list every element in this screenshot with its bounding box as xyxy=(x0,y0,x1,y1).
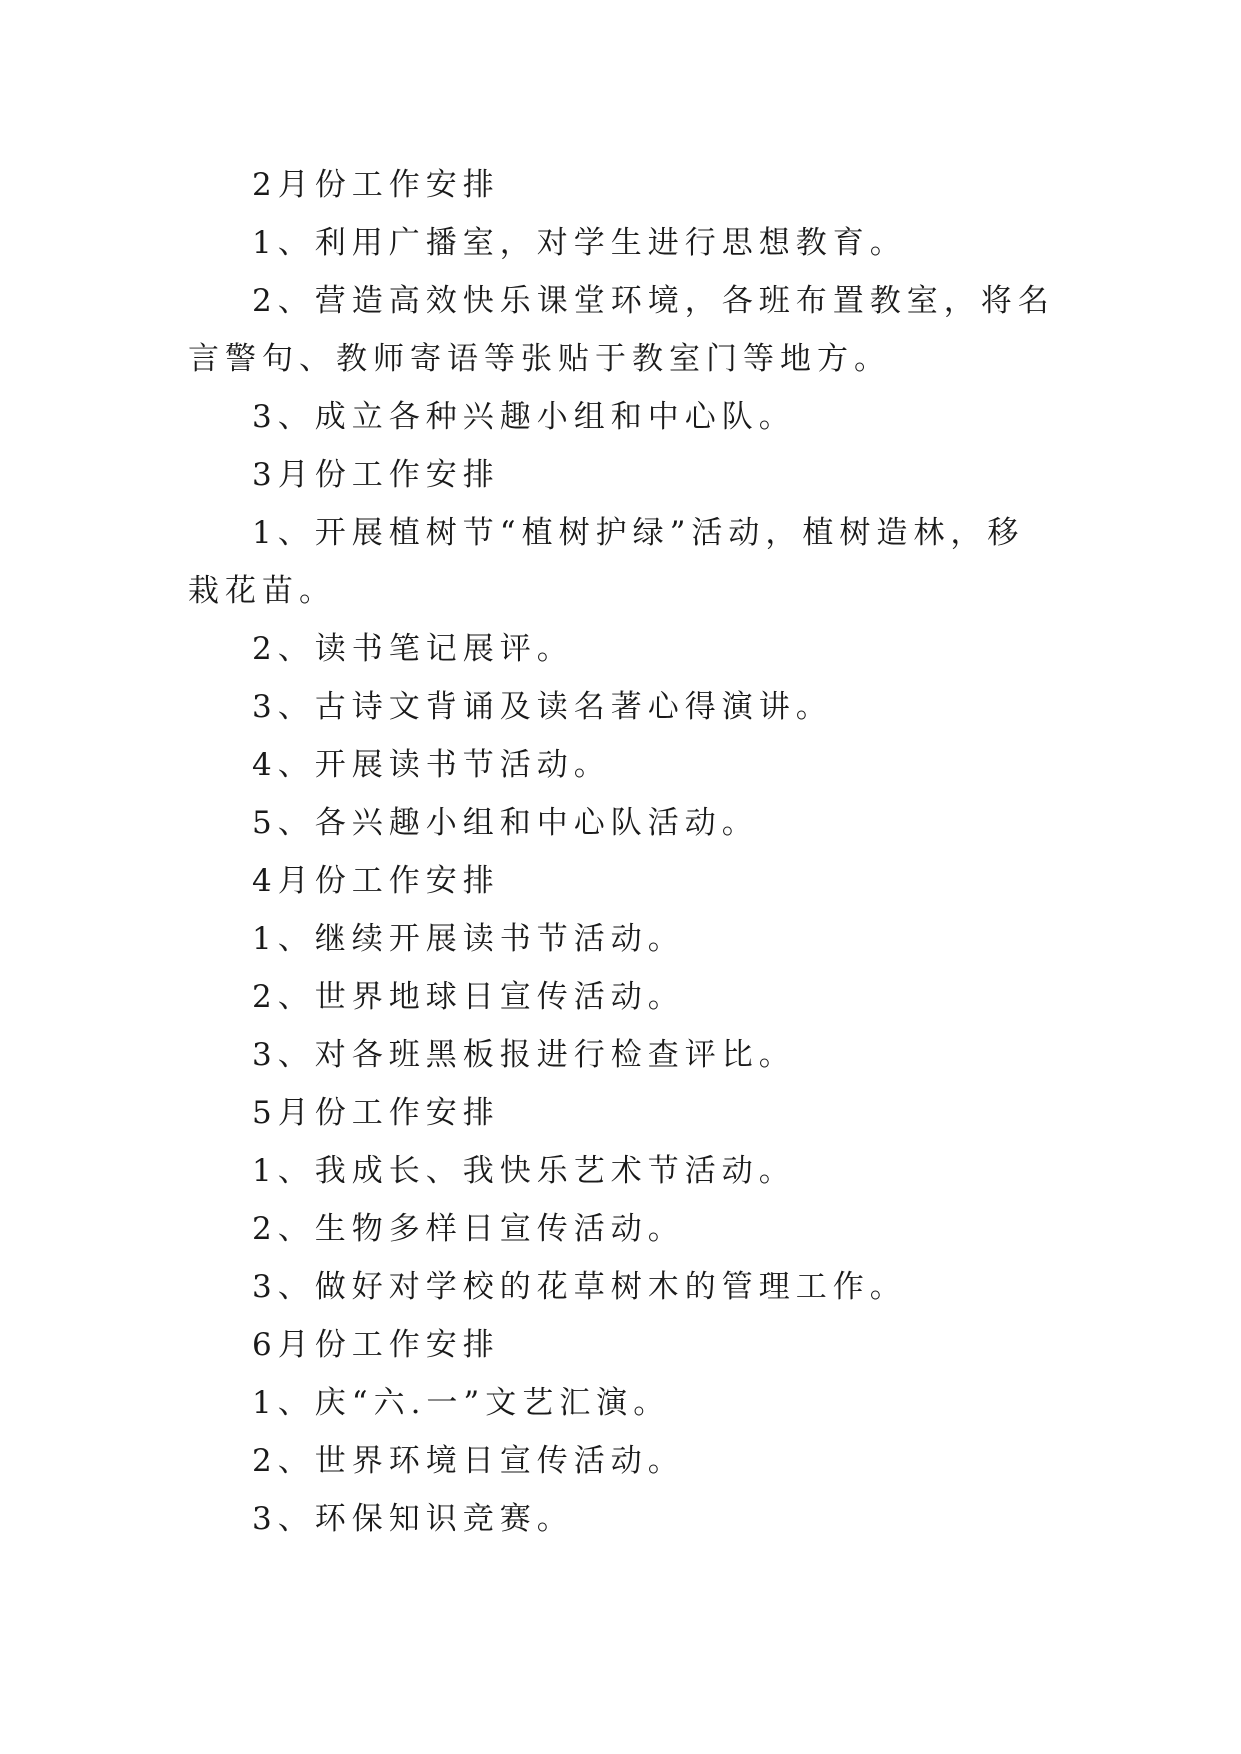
section-heading-apr: 4月份工作安排 xyxy=(252,863,500,899)
list-item: 1、开展植树节“植树护绿”活动，植树造林，移栽花苗。 xyxy=(188,515,1025,609)
document-body xyxy=(188,156,1058,1548)
list-item: 3、环保知识竞赛。 xyxy=(252,1501,574,1537)
section-heading-may: 5月份工作安排 xyxy=(252,1095,500,1131)
list-item: 4、开展读书节活动。 xyxy=(252,747,611,783)
list-item: 2、世界地球日宣传活动。 xyxy=(252,979,685,1015)
list-item: 1、利用广播室，对学生进行思想教育。 xyxy=(252,225,907,261)
list-item: 1、庆“六.一”文艺汇演。 xyxy=(252,1385,671,1421)
list-item: 3、成立各种兴趣小组和中心队。 xyxy=(252,399,796,435)
list-item: 5、各兴趣小组和中心队活动。 xyxy=(252,805,759,841)
list-item: 2、世界环境日宣传活动。 xyxy=(252,1443,685,1479)
section-heading-feb: 2月份工作安排 xyxy=(252,167,500,203)
list-item: 3、古诗文背诵及读名著心得演讲。 xyxy=(252,689,833,725)
list-item: 2、生物多样日宣传活动。 xyxy=(252,1211,685,1247)
list-item: 1、继续开展读书节活动。 xyxy=(252,921,685,957)
list-item: 3、做好对学校的花草树木的管理工作。 xyxy=(252,1269,907,1305)
list-item: 3、对各班黑板报进行检查评比。 xyxy=(252,1037,796,1073)
section-heading-jun: 6月份工作安排 xyxy=(252,1327,500,1363)
list-item: 2、营造高效快乐课堂环境，各班布置教室，将名言警句、教师寄语等张贴于教室门等地方。 xyxy=(188,283,1055,377)
list-item: 2、读书笔记展评。 xyxy=(252,631,574,667)
section-heading-mar: 3月份工作安排 xyxy=(252,457,500,493)
list-item: 1、我成长、我快乐艺术节活动。 xyxy=(252,1153,796,1189)
